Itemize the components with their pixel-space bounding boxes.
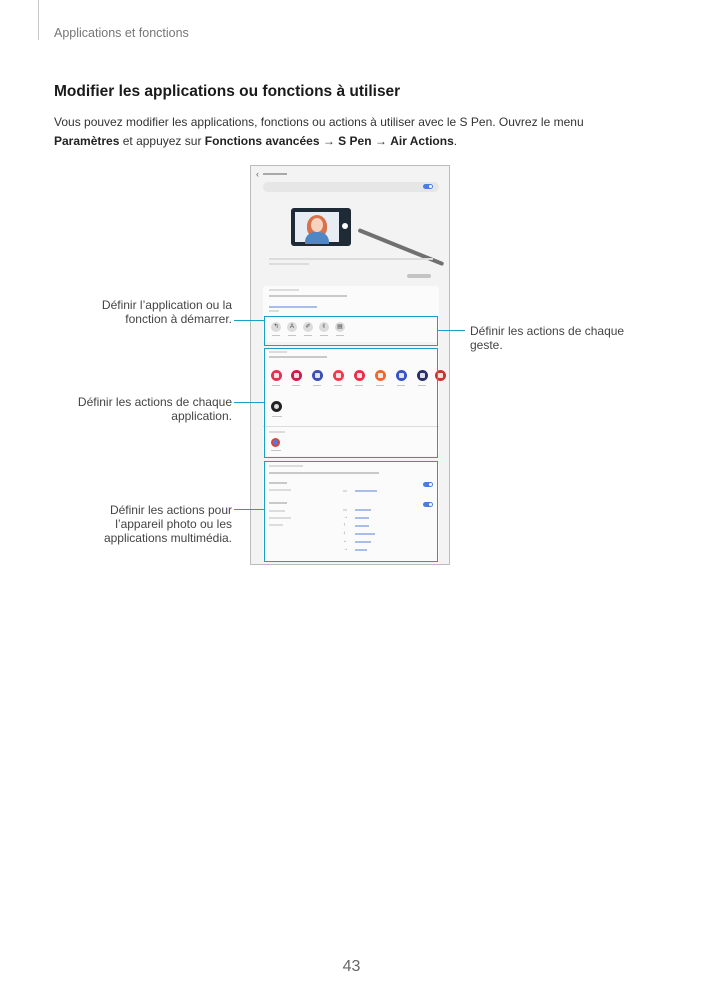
gesture-recent-icon: ✌ — [319, 322, 329, 332]
intro-text-2: et appuyez sur — [119, 134, 205, 148]
camera-preview-illustration — [291, 208, 351, 246]
callout-line — [437, 330, 465, 331]
arrow-down-icon: ↓ — [343, 530, 346, 536]
app-actions-highlight — [264, 348, 438, 458]
menu-advanced: Fonctions avancées — [204, 134, 320, 148]
screen-title-placeholder — [263, 173, 287, 175]
arrow-up-icon: ↑ — [343, 522, 346, 528]
callout-app-actions: Définir les actions de chaque application. — [77, 395, 232, 423]
learn-more-button — [407, 274, 431, 278]
gesture-write-icon: ✐ — [303, 322, 313, 332]
menu-spen: S Pen — [338, 134, 372, 148]
section-header: Applications et fonctions — [54, 26, 189, 40]
toggle-icon — [423, 184, 433, 189]
callout-line — [234, 509, 265, 510]
callout-start-app: Définir l’application ou la fonction à démarrer. — [101, 298, 232, 326]
arrow-right-icon: → — [343, 514, 348, 520]
menu-settings: Paramètres — [54, 134, 120, 148]
callout-line — [234, 320, 265, 321]
chevron-left-icon: ‹ — [256, 169, 259, 179]
intro-text-1: Vous pouvez modifier les applications, fonctions ou actions à utiliser avec le S Pen. Ouvrez le menu — [54, 115, 584, 129]
text-placeholder — [269, 258, 433, 260]
gesture-back-icon: ↰ — [271, 322, 281, 332]
callout-line — [234, 402, 265, 403]
s-pen-illustration — [358, 228, 445, 266]
gestures-highlight — [264, 316, 438, 346]
arrow-right-icon: → — [343, 546, 348, 552]
intro-period: . — [453, 134, 458, 148]
camera-media-highlight — [264, 461, 438, 562]
intro-paragraph — [54, 113, 654, 151]
path-arrow: → — [371, 134, 391, 148]
margin-rule — [38, 0, 39, 40]
gesture-smart-select-icon: A — [287, 322, 297, 332]
master-switch-bar — [263, 182, 439, 192]
text-placeholder — [269, 263, 309, 265]
path-arrow: → — [319, 134, 339, 148]
arrow-left-icon: ← — [343, 538, 348, 544]
gesture-notes-icon: ▤ — [335, 322, 345, 332]
page-number: 43 — [342, 958, 361, 975]
page-title: Modifier les applications ou fonctions à utiliser — [54, 83, 401, 100]
callout-camera-media: Définir les actions pour l’appareil photo ou les applications multimédia. — [103, 503, 232, 545]
menu-air-actions: Air Actions — [390, 134, 454, 148]
callout-gesture-actions: Définir les actions de chaque geste. — [470, 324, 625, 352]
